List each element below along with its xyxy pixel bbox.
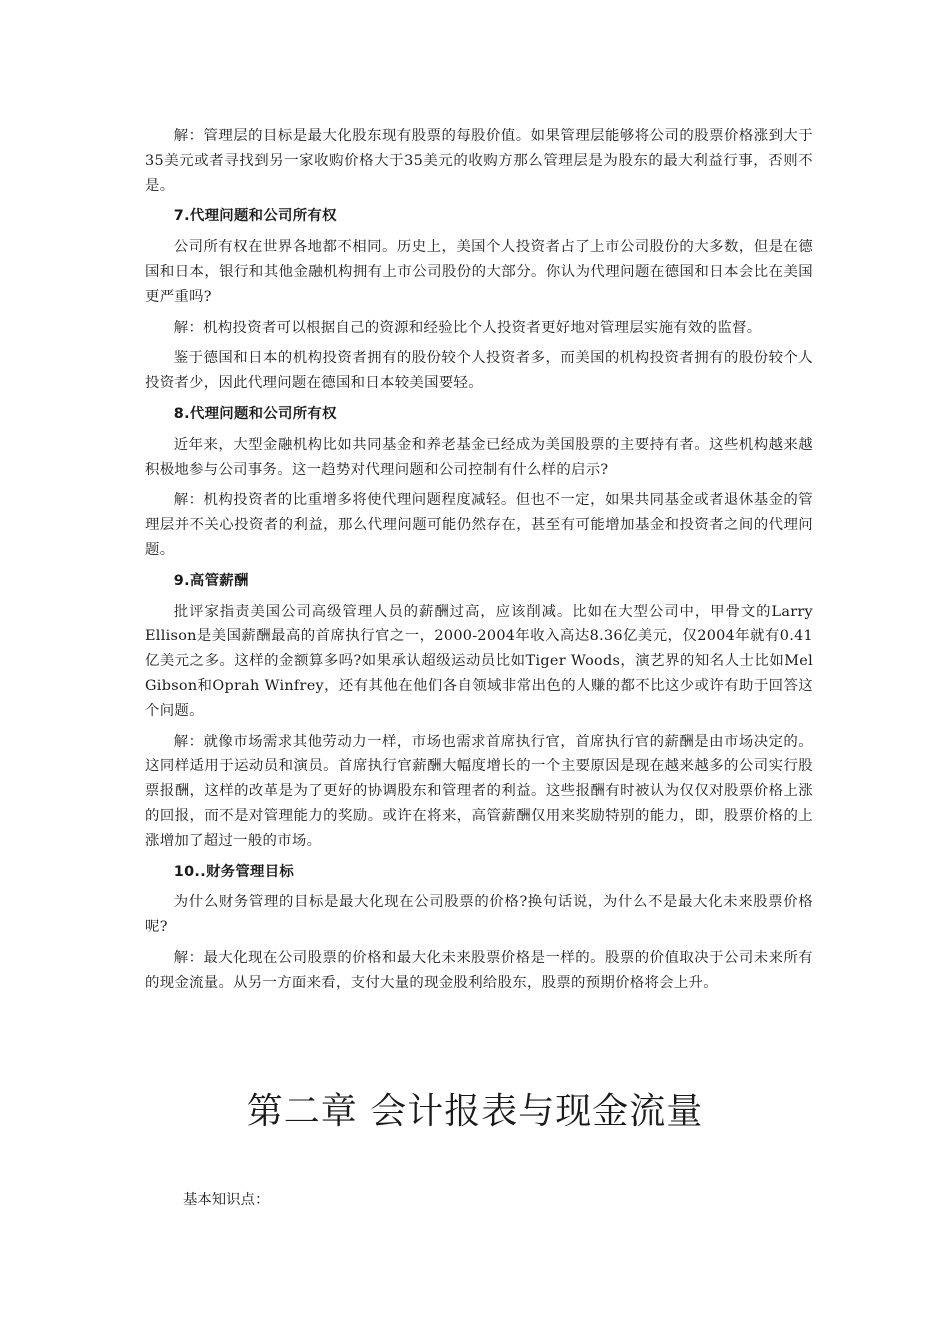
chapter-title: 第二章 会计报表与现金流量 xyxy=(246,1091,704,1132)
knowledge-points-label: 基本知识点： xyxy=(183,1192,270,1208)
section-heading: 10..财务管理目标 xyxy=(173,863,295,880)
answer-paragraph: 鉴于德国和日本的机构投资者拥有的股份较个人投资者多，而美国的机构投资者拥有的股份较个人投资者少，因此代理问题在德国和日本较美国要轻。 xyxy=(145,350,813,392)
section-heading: 9.高管薪酬 xyxy=(173,572,249,589)
question-paragraph: 批评家指责美国公司高级管理人员的薪酬过高，应该削减。比如在大型公司中，甲骨文的Larry Ellison是美国薪酬最高的首席执行官之一，2000-2004年收入高达8.36亿美元，仅2004年就有0.41亿美元之多。这样的金额算多吗?如果承认超级运动员比如Tiger Woods，演艺界的知名人士比如Mel Gibson和Oprah Winfrey，还有其他在他们各自领域非常出色的人赚的都不比这少或许有助于回答这个问题。 xyxy=(145,603,813,719)
question-paragraph: 近年来，大型金融机构比如共同基金和养老基金已经成为美国股票的主要持有者。这些机构越来越积极地参与公司事务。这一趋势对代理问题和公司控制有什么样的启示? xyxy=(145,436,813,478)
section-heading: 7.代理问题和公司所有权 xyxy=(173,208,337,225)
document-body xyxy=(145,124,813,1002)
answer-paragraph: 解：最大化现在公司股票的价格和最大化未来股票价格是一样的。股票的价值取决于公司未来所有的现金流量。从另一方面来看，支付大量的现金股利给股东，股票的预期价格将会上升。 xyxy=(145,949,813,991)
section-heading: 8.代理问题和公司所有权 xyxy=(173,405,337,422)
answer-paragraph: 解：就像市场需求其他劳动力一样，市场也需求首席执行官，首席执行官的薪酬是由市场决定的。这同样适用于运动员和演员。首席执行官薪酬大幅度增长的一个主要原因是现在越来越多的公司实行股票报酬，这样的改革是为了更好的协调股东和管理者的利益。这些报酬有时被认为仅仅对股票价格上涨的回报，而不是对管理能力的奖励。或许在将来，高管薪酬仅用来奖励特别的能力，即，股票价格的上涨增加了超过一般的市场。 xyxy=(145,733,813,849)
answer-paragraph: 解：管理层的目标是最大化股东现有股票的每股价值。如果管理层能够将公司的股票价格涨到大于35美元或者寻找到另一家收购价格大于35美元的收购方那么管理层是为股东的最大利益行事，否则不是。 xyxy=(145,128,813,194)
answer-paragraph: 解：机构投资者可以根据自己的资源和经验比个人投资者更好地对管理层实施有效的监督。 xyxy=(173,319,762,336)
question-paragraph: 为什么财务管理的目标是最大化现在公司股票的价格?换句话说，为什么不是最大化未来股票价格呢? xyxy=(145,894,813,936)
answer-paragraph: 解：机构投资者的比重增多将使代理问题程度减轻。但也不一定，如果共同基金或者退休基金的管理层并不关心投资者的利益，那么代理问题可能仍然存在，甚至有可能增加基金和投资者之间的代理问题。 xyxy=(145,492,813,558)
question-paragraph: 公司所有权在世界各地都不相同。历史上，美国个人投资者占了上市公司股份的大多数，但是在德国和日本，银行和其他金融机构拥有上市公司股份的大部分。你认为代理问题在德国和日本会比在美国更严重吗? xyxy=(145,239,813,305)
